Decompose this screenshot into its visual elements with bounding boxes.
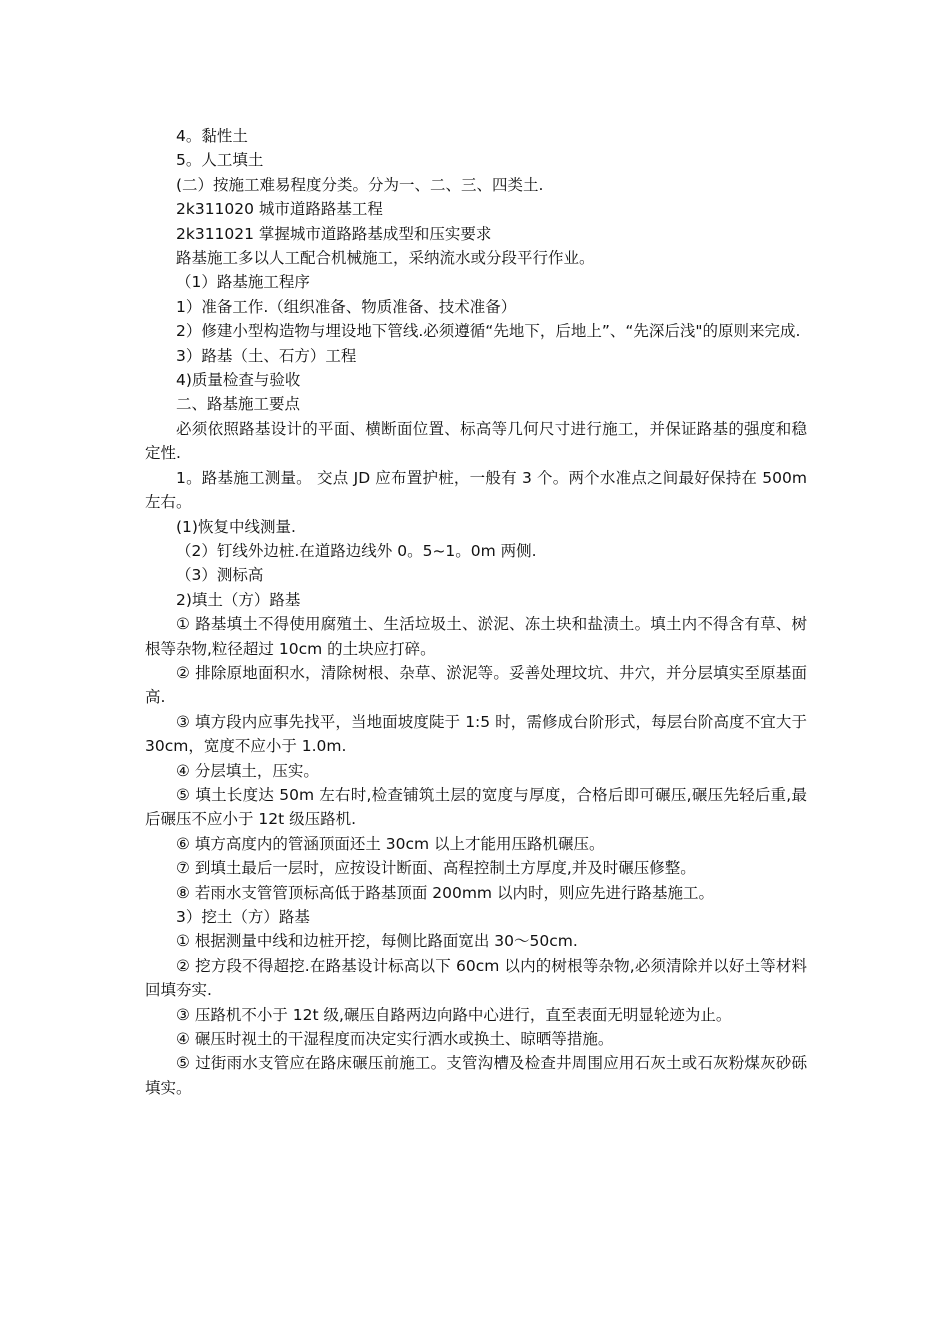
paragraph: （1）路基施工程序 <box>176 273 310 292</box>
section-heading: 2k311020 城市道路路基工程 <box>176 200 383 219</box>
paragraph: （2）钉线外边桩.在道路边线外 0。5~1。0m 两侧. <box>176 541 537 560</box>
paragraph: (二）按施工难易程度分类。分为一、二、三、四类土. <box>176 175 544 194</box>
paragraph: 4)质量检查与验收 <box>176 371 301 390</box>
paragraph: 2)填土（方）路基 <box>176 590 301 609</box>
paragraph: 4。黏性土 <box>176 127 248 145</box>
paragraph: （3）测标高 <box>176 566 264 585</box>
list-item: ② 挖方段不得超挖.在路基设计标高以下 60cm 以内的树根等杂物,必须清除并以好土等材料回填夯实. <box>145 956 807 1000</box>
paragraph: 3）挖土（方）路基 <box>176 908 310 926</box>
paragraph: 必须依照路基设计的平面、横断面位置、标高等几何尺寸进行施工，并保证路基的强度和稳定性. <box>145 419 807 463</box>
section-heading: 2k311021 掌握城市道路路基成型和压实要求 <box>176 224 492 243</box>
paragraph: 3）路基（土、石方）工程 <box>176 346 357 365</box>
list-item: ③ 填方段内应事先找平，当地面坡度陡于 1:5 时，需修成台阶形式，每层台阶高度不宜大于 30cm，宽度不应小于 1.0m. <box>145 712 807 756</box>
list-item: ④ 碾压时视土的干湿程度而决定实行洒水或换土、晾晒等措施。 <box>176 1030 614 1049</box>
list-item: ④ 分层填土，压实。 <box>176 761 319 780</box>
list-item: ① 路基填土不得使用腐殖土、生活垃圾土、淤泥、冻土块和盐渍土。填土内不得含有草、树根等杂物,粒径超过 10cm 的土块应打碎。 <box>145 615 807 658</box>
list-item: ① 根据测量中线和边桩开挖，每侧比路面宽出 30～50cm. <box>176 932 578 951</box>
list-item: ⑤ 过街雨水支管应在路床碾压前施工。支管沟槽及检查井周围应用石灰土或石灰粉煤灰砂砾填实。 <box>145 1054 807 1097</box>
paragraph: 2）修建小型构造物与埋设地下管线.必须遵循“先地下，后地上”、“先深后浅"的原则来完成. <box>176 322 801 341</box>
paragraph: (1)恢复中线测量. <box>176 517 296 536</box>
paragraph: 1。路基施工测量。 交点 JD 应布置护桩，一般有 3 个。两个水准点之间最好保持在 500m 左右。 <box>145 468 807 512</box>
list-item: ⑦ 到填土最后一层时，应按设计断面、高程控制土方厚度,并及时碾压修整。 <box>176 859 696 878</box>
list-item: ② 排除原地面积水，清除树根、杂草、淤泥等。妥善处理坟坑、井穴，并分层填实至原基面高. <box>145 663 807 707</box>
paragraph: 1）准备工作.（组织准备、物质准备、技术准备） <box>176 297 517 316</box>
document-body <box>145 124 807 1100</box>
list-item: ③ 压路机不小于 12t 级,碾压自路两边向路中心进行，直至表面无明显轮迹为止。 <box>176 1005 732 1024</box>
list-item: ⑥ 填方高度内的管涵顶面还土 30cm 以上才能用压路机碾压。 <box>176 834 605 853</box>
list-item: ⑤ 填土长度达 50m 左右时,检查铺筑土层的宽度与厚度，合格后即可碾压,碾压先轻后重,最后碾压不应小于 12t 级压路机. <box>145 785 807 829</box>
list-item: ⑧ 若雨水支管管顶标高低于路基顶面 200mm 以内时，则应先进行路基施工。 <box>176 883 714 902</box>
paragraph: 5。人工填土 <box>176 151 264 170</box>
section-heading: 二、路基施工要点 <box>176 395 301 414</box>
paragraph: 路基施工多以人工配合机械施工，采纳流水或分段平行作业。 <box>176 249 595 268</box>
